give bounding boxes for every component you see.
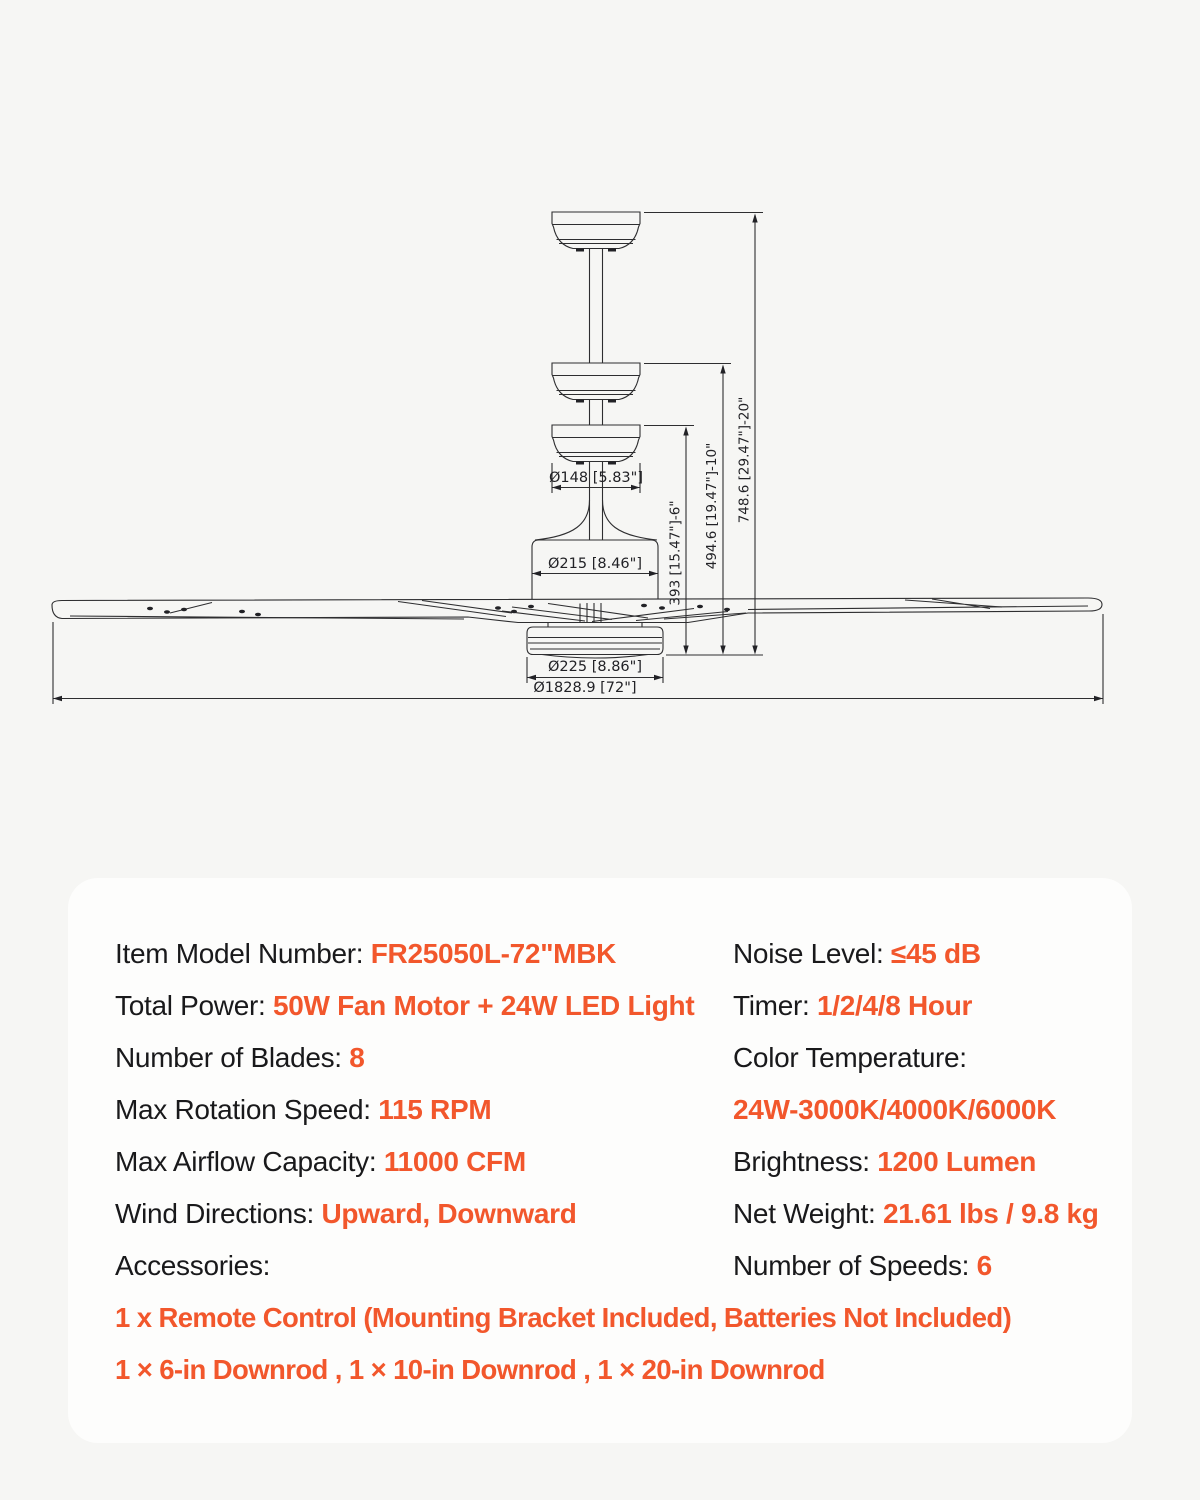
dim-height-20in: 748.6 [29.47"]-20"	[736, 396, 753, 524]
spec-label: Noise Level:	[733, 938, 891, 969]
spec-value: 1200 Lumen	[877, 1146, 1037, 1177]
svg-text:Ø215 [8.46"]: Ø215 [8.46"]	[548, 556, 642, 572]
spec-number-of-speeds	[733, 1240, 1085, 1292]
motor-housing	[532, 540, 658, 605]
spec-label: Color Temperature:	[733, 1042, 967, 1073]
dim-height-6in: 393 [15.47"]-6"	[667, 500, 684, 606]
spec-timer	[733, 980, 1085, 1032]
spec-color-temperature-label	[733, 1032, 1085, 1084]
ceiling-canopy-20in	[552, 212, 640, 252]
spec-value: 50W Fan Motor + 24W LED Light	[272, 990, 695, 1021]
spec-row	[115, 1188, 1099, 1240]
spec-total-power	[115, 980, 733, 1032]
dim-heights	[644, 213, 763, 656]
spec-value: ≤45 dB	[890, 938, 981, 969]
spec-label: Number of Speeds:	[733, 1250, 977, 1281]
spec-value: 21.61 lbs / 9.8 kg	[882, 1198, 1099, 1229]
spec-label: Timer:	[733, 990, 817, 1021]
spec-value: 6	[976, 1250, 992, 1281]
ceiling-canopy-6in	[552, 425, 640, 465]
spec-label: Number of Blades:	[115, 1042, 350, 1073]
spec-row	[115, 980, 1085, 1032]
light-kit	[527, 623, 663, 659]
spec-list	[115, 928, 1099, 1396]
spec-value: 115 RPM	[378, 1094, 492, 1125]
spec-value: 1/2/4/8 Hour	[816, 990, 973, 1021]
spec-label: Wind Directions:	[115, 1198, 322, 1229]
spec-item-model-number	[115, 928, 733, 980]
dim-motor-diameter	[532, 556, 658, 576]
spec-row	[115, 1136, 1085, 1188]
spec-value: Upward, Downward	[321, 1198, 577, 1229]
ceiling-canopy-10in	[552, 363, 640, 403]
spec-row	[115, 1032, 1085, 1084]
spec-net-weight	[733, 1188, 1099, 1240]
fan-blades	[52, 598, 1102, 623]
spec-noise-level	[733, 928, 1085, 980]
svg-text:Ø225 [8.86"]: Ø225 [8.86"]	[548, 659, 642, 675]
dim-canopy-diameter	[549, 463, 643, 493]
spec-row	[115, 1240, 1085, 1292]
spec-color-temperature-value	[733, 1084, 1085, 1136]
spec-label: Total Power:	[115, 990, 273, 1021]
spec-max-rotation-speed	[115, 1084, 733, 1136]
spec-label: Brightness:	[733, 1146, 878, 1177]
spec-label: Max Rotation Speed:	[115, 1094, 379, 1125]
motor-neck	[535, 500, 657, 540]
spec-max-airflow-capacity	[115, 1136, 733, 1188]
spec-row	[115, 1084, 1085, 1136]
spec-label: Net Weight:	[733, 1198, 883, 1229]
spec-value: 24W-3000K/4000K/6000K	[733, 1094, 1057, 1125]
spec-brightness	[733, 1136, 1085, 1188]
spec-label: Max Airflow Capacity:	[115, 1146, 384, 1177]
spec-row	[115, 928, 1085, 980]
spec-accessories-label	[115, 1240, 733, 1292]
spec-value: FR25050L-72"MBK	[370, 938, 617, 969]
spec-label: Accessories:	[115, 1250, 271, 1281]
spec-wind-directions	[115, 1188, 733, 1240]
dim-height-10in: 494.6 [19.47"]-10"	[704, 442, 720, 570]
svg-text:Ø1828.9 [72"]: Ø1828.9 [72"]	[533, 680, 637, 696]
spec-value: 11000 CFM	[383, 1146, 526, 1177]
svg-text:Ø148 [5.83"]: Ø148 [5.83"]	[549, 470, 643, 486]
accessories-remote-control-line: 1 x Remote Control (Mounting Bracket Included, Batteries Not Included)	[115, 1302, 1012, 1333]
spec-card	[68, 878, 1132, 1443]
spec-number-of-blades	[115, 1032, 733, 1084]
spec-label: Item Model Number:	[115, 938, 371, 969]
spec-value: 8	[349, 1042, 365, 1073]
accessories-downrods-line: 1 × 6-in Downrod , 1 × 10-in Downrod , 1 × 20-in Downrod	[115, 1354, 825, 1385]
